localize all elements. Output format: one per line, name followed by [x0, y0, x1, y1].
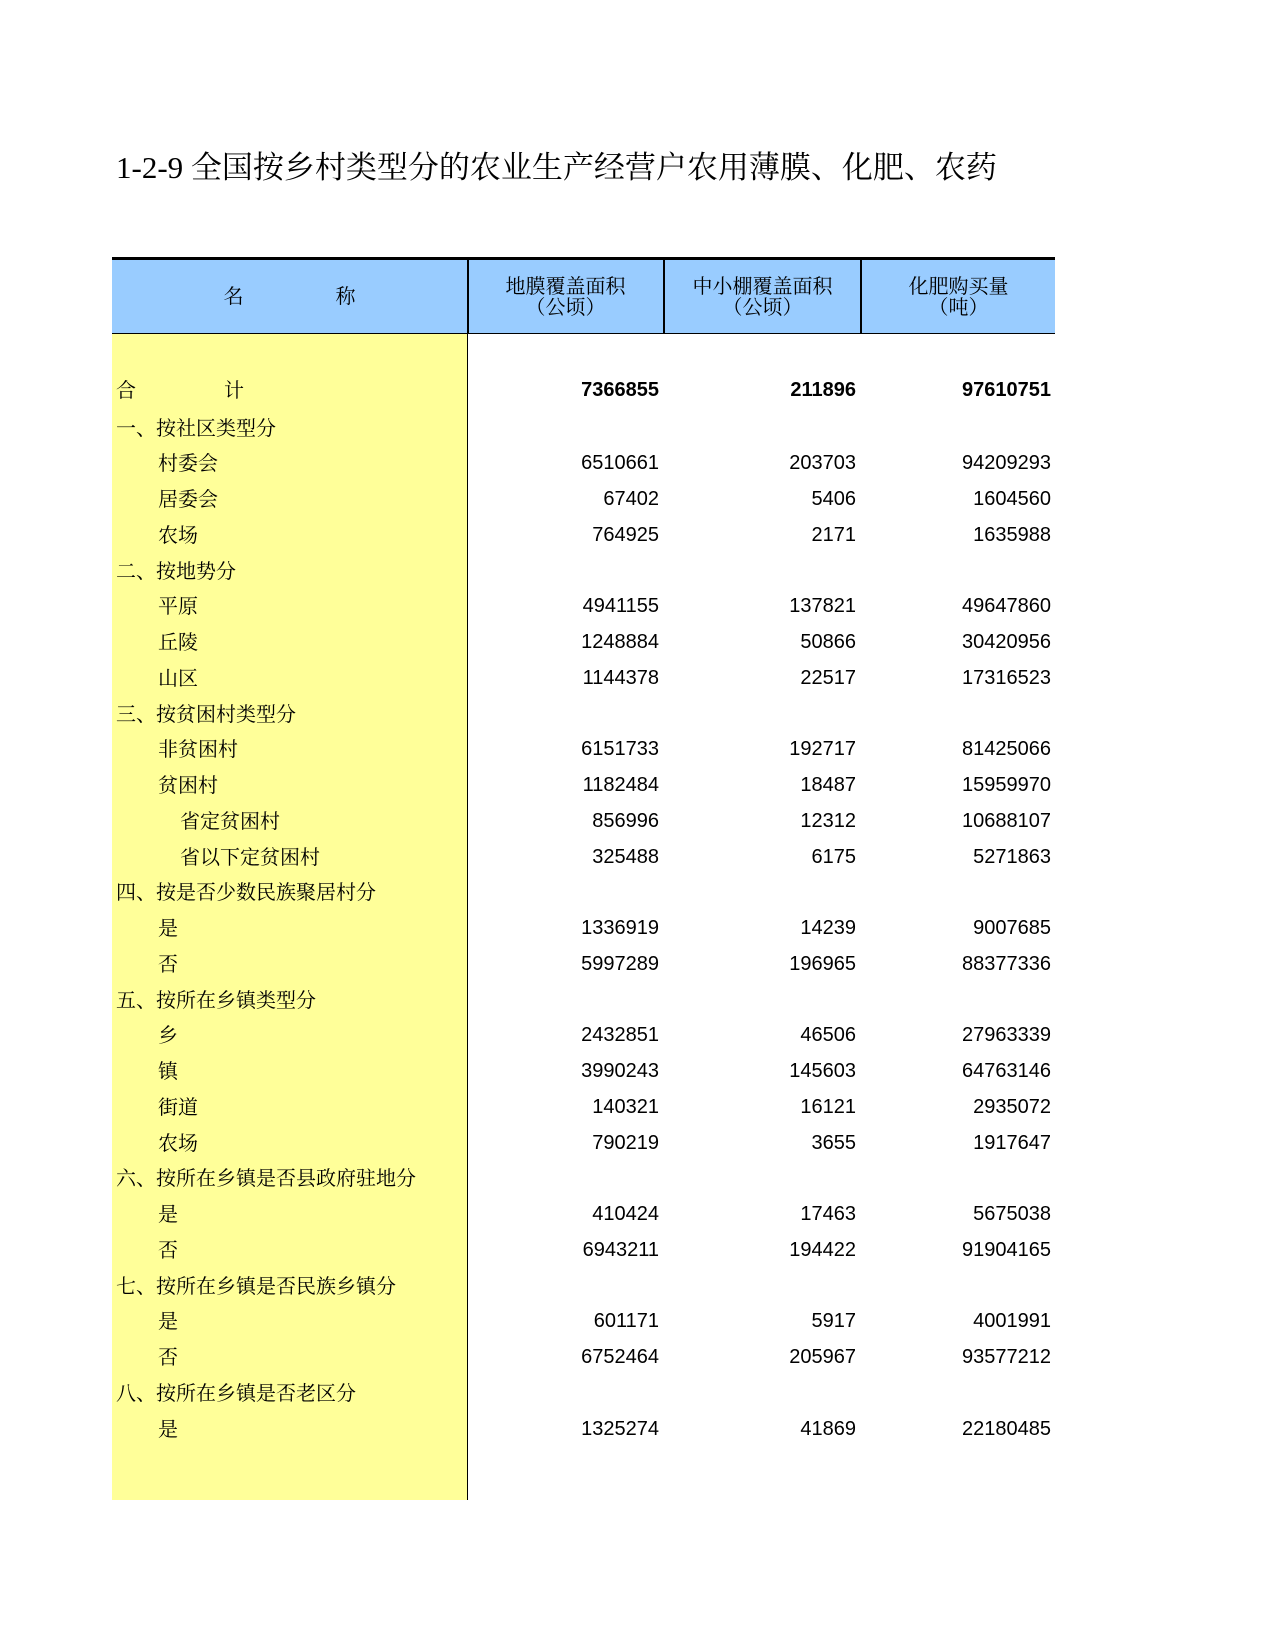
shed-area-cell: 5406	[811, 488, 856, 511]
film-area-cell: 5997289	[581, 952, 659, 975]
section-heading-row	[112, 410, 1055, 448]
shed-area-cell	[665, 1375, 856, 1412]
section-heading: 二、按地势分	[116, 558, 236, 583]
row-label: 居委会	[158, 487, 218, 512]
row-label: 山区	[158, 665, 198, 690]
shed-area-cell: 192717	[789, 738, 856, 761]
film-area-cell: 790219	[592, 1131, 659, 1154]
table-row	[112, 1339, 1055, 1377]
section-heading-row	[112, 696, 1055, 734]
section-heading: 四、按是否少数民族聚居村分	[116, 880, 376, 905]
total-label	[116, 372, 466, 409]
shed-area-cell	[665, 1268, 856, 1305]
row-label: 否	[158, 1345, 178, 1370]
table-row	[112, 767, 1055, 805]
shed-area-cell: 41869	[800, 1417, 856, 1440]
fertilizer-cell: 91904165	[962, 1238, 1051, 1261]
film-area-cell: 140321	[592, 1095, 659, 1118]
table-row	[112, 803, 1055, 841]
shed-area-cell: 17463	[800, 1203, 856, 1226]
section-heading: 三、按贫困村类型分	[116, 701, 296, 726]
fertilizer-cell: 94209293	[962, 452, 1051, 475]
shed-area-cell: 205967	[789, 1346, 856, 1369]
table-row	[112, 910, 1055, 948]
film-area-cell: 6943211	[582, 1238, 659, 1261]
table-row	[112, 1017, 1055, 1055]
film-area-cell: 1144378	[582, 666, 659, 689]
fertilizer-cell	[862, 982, 1051, 1019]
film-area-cell: 601171	[593, 1310, 659, 1333]
table-row	[112, 1089, 1055, 1127]
shed-area-cell	[665, 553, 856, 590]
fertilizer-cell: 1635988	[973, 523, 1051, 546]
shed-area-cell: 196965	[789, 952, 856, 975]
header-fertilizer-unit: （吨）	[928, 294, 989, 319]
table-row	[112, 946, 1055, 984]
film-area-cell: 1182484	[582, 774, 659, 797]
film-area-cell	[468, 553, 659, 590]
fertilizer-cell: 81425066	[962, 738, 1051, 761]
data-table	[112, 257, 1055, 1500]
fertilizer-cell: 4001991	[973, 1310, 1051, 1333]
film-area-cell	[468, 696, 659, 733]
total-label-left: 合	[116, 378, 136, 402]
fertilizer-cell: 5675038	[973, 1203, 1051, 1226]
table-row	[112, 1053, 1055, 1091]
section-heading-row	[112, 874, 1055, 912]
fertilizer-cell: 93577212	[962, 1346, 1051, 1369]
film-area-cell: 2432851	[581, 1024, 659, 1047]
row-label: 农场	[158, 522, 198, 547]
section-heading-row	[112, 982, 1055, 1020]
row-label: 乡	[158, 1023, 178, 1048]
total-film-area: 7366855	[581, 379, 659, 401]
shed-area-cell: 194422	[789, 1238, 856, 1261]
header-shed-area	[665, 260, 860, 333]
fertilizer-cell: 49647860	[962, 595, 1051, 618]
fertilizer-cell	[862, 410, 1051, 447]
shed-area-cell: 145603	[789, 1060, 856, 1083]
fertilizer-cell	[862, 696, 1051, 733]
table-row	[112, 1196, 1055, 1234]
fertilizer-cell	[862, 553, 1051, 590]
shed-area-cell: 137821	[789, 595, 856, 618]
shed-area-cell: 2171	[811, 523, 856, 546]
fertilizer-cell: 1917647	[973, 1131, 1051, 1154]
table-header	[112, 260, 1055, 334]
shed-area-cell	[665, 1160, 856, 1197]
table-row	[112, 517, 1055, 555]
row-label: 贫困村	[158, 773, 218, 798]
film-area-cell	[468, 1268, 659, 1305]
section-heading-row	[112, 553, 1055, 591]
film-area-cell	[468, 982, 659, 1019]
film-area-cell: 6151733	[581, 738, 659, 761]
row-label: 否	[158, 951, 178, 976]
shed-area-cell: 16121	[800, 1095, 856, 1118]
row-label: 非贫困村	[158, 737, 238, 762]
film-area-cell: 4941155	[582, 595, 659, 618]
fertilizer-cell	[862, 874, 1051, 911]
fertilizer-cell: 10688107	[962, 809, 1051, 832]
table-row	[112, 588, 1055, 626]
section-heading-row	[112, 1268, 1055, 1306]
film-area-cell: 6752464	[581, 1346, 659, 1369]
row-label: 省定贫困村	[180, 808, 280, 833]
row-label: 村委会	[158, 451, 218, 476]
film-area-cell: 6510661	[581, 452, 659, 475]
row-label: 平原	[158, 594, 198, 619]
header-name-left: 名	[223, 284, 244, 308]
table-row	[112, 1232, 1055, 1270]
film-area-cell: 856996	[592, 809, 659, 832]
header-shed-area-unit: （公顷）	[722, 294, 803, 319]
film-area-cell: 67402	[603, 488, 659, 511]
shed-area-cell: 50866	[800, 631, 856, 654]
film-area-cell	[468, 1375, 659, 1412]
shed-area-cell	[665, 982, 856, 1019]
film-area-cell	[468, 410, 659, 447]
shed-area-cell: 14239	[800, 917, 856, 940]
header-name-right: 称	[335, 284, 356, 308]
fertilizer-cell: 27963339	[962, 1024, 1051, 1047]
table-row	[112, 1125, 1055, 1163]
section-heading: 七、按所在乡镇是否民族乡镇分	[116, 1273, 396, 1298]
section-heading: 一、按社区类型分	[116, 415, 276, 440]
shed-area-cell: 46506	[800, 1024, 856, 1047]
fertilizer-cell: 17316523	[962, 666, 1051, 689]
total-shed-area: 211896	[790, 379, 856, 401]
film-area-cell: 325488	[592, 845, 659, 868]
shed-area-cell	[665, 874, 856, 911]
table-row	[112, 839, 1055, 877]
shed-area-cell: 6175	[811, 845, 856, 868]
film-area-cell: 410424	[592, 1203, 659, 1226]
section-heading-row	[112, 1375, 1055, 1413]
film-area-cell: 1325274	[581, 1417, 659, 1440]
section-heading: 八、按所在乡镇是否老区分	[116, 1380, 356, 1405]
fertilizer-cell	[862, 1375, 1051, 1412]
fertilizer-cell: 5271863	[973, 845, 1051, 868]
header-film-area	[468, 260, 663, 333]
row-label: 镇	[158, 1059, 178, 1084]
row-label: 丘陵	[158, 630, 198, 655]
row-label: 是	[158, 1202, 178, 1227]
shed-area-cell	[665, 410, 856, 447]
shed-area-cell: 18487	[800, 774, 856, 797]
row-label: 省以下定贫困村	[180, 844, 320, 869]
shed-area-cell	[665, 696, 856, 733]
fertilizer-cell: 9007685	[973, 917, 1051, 940]
row-label: 是	[158, 1416, 178, 1441]
total-row	[112, 372, 1055, 410]
header-fertilizer-title: 化肥购买量	[908, 273, 1009, 298]
row-label: 农场	[158, 1130, 198, 1155]
table-row	[112, 445, 1055, 483]
film-area-cell	[468, 1160, 659, 1197]
fertilizer-cell	[862, 1160, 1051, 1197]
fertilizer-cell: 2935072	[973, 1095, 1051, 1118]
total-label-right: 计	[224, 378, 244, 402]
film-area-cell: 3990243	[581, 1060, 659, 1083]
table-row	[112, 624, 1055, 662]
fertilizer-cell: 22180485	[962, 1417, 1051, 1440]
fertilizer-cell: 88377336	[962, 952, 1051, 975]
row-label: 是	[158, 916, 178, 941]
shed-area-cell: 22517	[800, 666, 856, 689]
shed-area-cell: 5917	[811, 1310, 856, 1333]
shed-area-cell: 203703	[789, 452, 856, 475]
table-row	[112, 731, 1055, 769]
header-fertilizer	[862, 260, 1055, 333]
table-row	[112, 1411, 1055, 1449]
fertilizer-cell: 30420956	[962, 631, 1051, 654]
section-heading: 六、按所在乡镇是否县政府驻地分	[116, 1166, 416, 1191]
shed-area-cell: 3655	[811, 1131, 856, 1154]
section-heading: 五、按所在乡镇类型分	[116, 987, 316, 1012]
fertilizer-cell	[862, 1268, 1051, 1305]
header-film-area-title: 地膜覆盖面积	[505, 273, 626, 298]
fertilizer-cell: 64763146	[962, 1060, 1051, 1083]
row-label: 街道	[158, 1094, 198, 1119]
row-label: 是	[158, 1309, 178, 1334]
total-fertilizer: 97610751	[962, 379, 1051, 401]
film-area-cell: 1336919	[581, 917, 659, 940]
table-row	[112, 481, 1055, 519]
fertilizer-cell: 15959970	[962, 774, 1051, 797]
row-label: 否	[158, 1237, 178, 1262]
table-row	[112, 660, 1055, 698]
film-area-cell	[468, 874, 659, 911]
fertilizer-cell: 1604560	[973, 488, 1051, 511]
header-shed-area-title: 中小棚覆盖面积	[692, 273, 833, 298]
header-name-column	[112, 260, 467, 333]
film-area-cell: 764925	[592, 523, 659, 546]
header-film-area-unit: （公顷）	[525, 294, 606, 319]
shed-area-cell: 12312	[800, 809, 856, 832]
page-title: 1-2-9 全国按乡村类型分的农业生产经营户农用薄膜、化肥、农药	[116, 150, 997, 185]
section-heading-row	[112, 1160, 1055, 1198]
table-row	[112, 1303, 1055, 1341]
film-area-cell: 1248884	[581, 631, 659, 654]
